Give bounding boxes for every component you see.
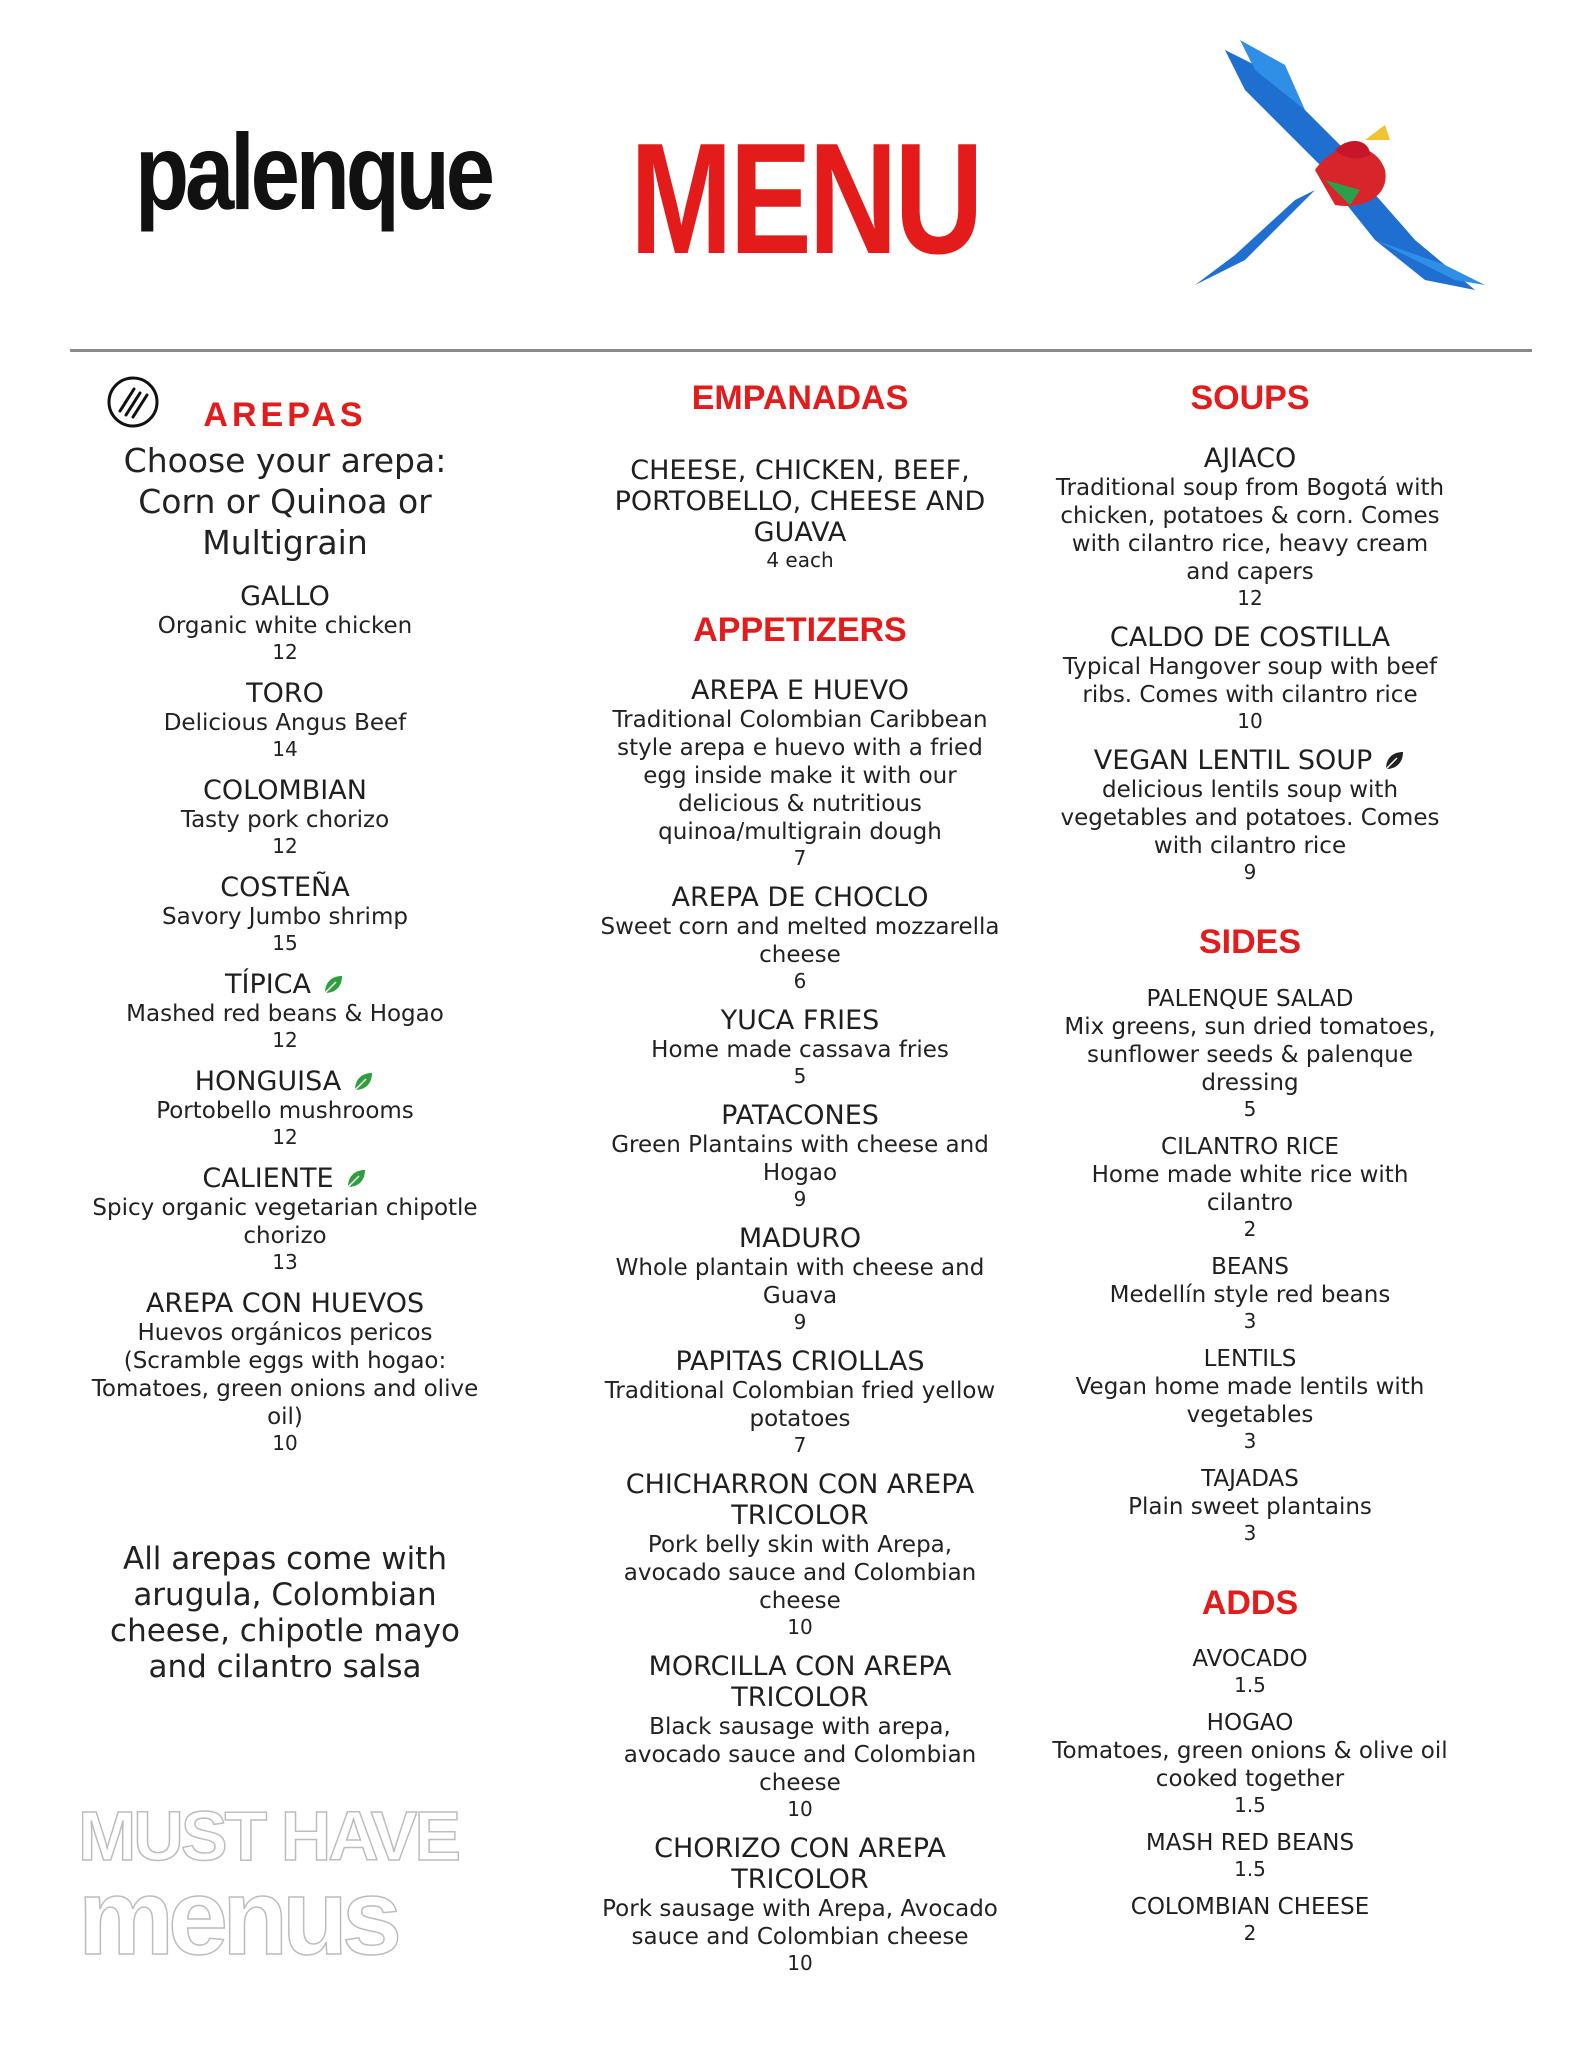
- item-price: 10: [1237, 708, 1263, 733]
- menu-item: [600, 1005, 1000, 1088]
- item-price: 10: [787, 1796, 813, 1821]
- item-name: CHORIZO CON AREPA TRICOLOR: [654, 1832, 946, 1895]
- menu-item: [1050, 1709, 1450, 1817]
- item-name: AVOCADO: [1192, 1646, 1308, 1673]
- arepa-choice-text: Choose your arepa: Corn or Quinoa or Multigrain: [123, 440, 447, 562]
- menu-item: [600, 1469, 1000, 1639]
- empanadas-appetizers-column: [600, 378, 1000, 1975]
- item-price: 5: [793, 1063, 807, 1088]
- item-name: [80, 1163, 490, 1194]
- item-description: Huevos orgánicos pericos (Scramble eggs with hogao: Tomatoes, green onions and olive oil): [91, 1319, 479, 1430]
- item-name-text: TÍPICA: [224, 968, 312, 1000]
- item-price: 14: [272, 736, 298, 761]
- item-price: 12: [272, 1027, 298, 1052]
- item-name-text: HONGUISA: [194, 1065, 342, 1097]
- menu-item: [600, 882, 1000, 993]
- arepas-column: [80, 395, 490, 1685]
- item-name: YUCA FRIES: [720, 1004, 880, 1036]
- vegetarian-leaf-icon: [351, 1070, 375, 1094]
- menu-item: [1050, 1133, 1450, 1241]
- item-description: Portobello mushrooms: [156, 1097, 414, 1124]
- item-name: AREPA DE CHOCLO: [671, 881, 929, 913]
- menu-item: [1050, 622, 1450, 733]
- item-description: Delicious Angus Beef: [163, 709, 407, 736]
- item-description: Typical Hangover soup with beef ribs. Comes with cilantro rice: [1062, 653, 1438, 708]
- item-price: 7: [793, 845, 807, 870]
- item-name: MASH RED BEANS: [1145, 1830, 1355, 1857]
- watermark-line2: menus: [78, 1856, 397, 1977]
- item-price: 13: [272, 1249, 298, 1274]
- item-price: 2: [1243, 1216, 1257, 1241]
- item-description: Green Plantains with cheese and Hogao: [611, 1131, 989, 1186]
- item-name: TAJADAS: [1201, 1465, 1299, 1492]
- menu-item: [600, 1346, 1000, 1457]
- item-name: [80, 969, 490, 1000]
- item-description: Home made cassava fries: [651, 1036, 949, 1063]
- item-name: CILANTRO RICE: [1161, 1133, 1339, 1160]
- soups-sides-adds-column: [1050, 378, 1450, 1945]
- item-name-text: CALIENTE: [202, 1162, 334, 1194]
- vegetarian-leaf-icon: [321, 973, 345, 997]
- item-price: 1.5: [1234, 1857, 1266, 1882]
- item-price: 4 each: [766, 547, 834, 572]
- item-name: PATACONES: [721, 1099, 879, 1131]
- item-price: 1.5: [1234, 1673, 1266, 1698]
- parrot-illustration: [1185, 30, 1495, 300]
- item-price: 10: [787, 1614, 813, 1639]
- menu-item: [80, 581, 490, 664]
- item-name: MORCILLA CON AREPA TRICOLOR: [648, 1650, 952, 1713]
- item-price: 10: [272, 1430, 298, 1455]
- item-name: BEANS: [1211, 1253, 1289, 1280]
- item-name: HOGAO: [1206, 1710, 1294, 1737]
- item-price: 12: [272, 639, 298, 664]
- menu-item: [600, 1100, 1000, 1211]
- item-name: MADURO: [738, 1222, 862, 1254]
- menu-item: [80, 969, 490, 1052]
- restaurant-logo: palenque: [135, 111, 491, 232]
- menu-item: [1050, 1645, 1450, 1697]
- item-name: PAPITAS CRIOLLAS: [675, 1345, 925, 1377]
- item-price: 9: [793, 1186, 807, 1211]
- item-name: TORO: [246, 677, 324, 709]
- menu-item: [600, 1833, 1000, 1975]
- item-price: 3: [1243, 1520, 1257, 1545]
- item-description: Savory Jumbo shrimp: [162, 903, 408, 930]
- page-title: MENU: [630, 111, 981, 287]
- menu-item: [80, 1163, 490, 1274]
- item-name: CHICHARRON CON AREPA TRICOLOR: [625, 1468, 975, 1531]
- menu-item: [1050, 1893, 1450, 1945]
- item-name: COSTEÑA: [220, 871, 350, 903]
- item-description: Mix greens, sun dried tomatoes, sunflower seeds & palenque dressing: [1064, 1013, 1436, 1096]
- vegetarian-leaf-icon: [344, 1167, 368, 1191]
- menu-item: [600, 455, 1000, 572]
- item-price: 6: [793, 968, 807, 993]
- vegetarian-leaf-icon: [1382, 749, 1406, 773]
- item-price: 3: [1243, 1428, 1257, 1453]
- item-description: Traditional Colombian fried yellow potatoes: [604, 1377, 996, 1432]
- menu-item: [600, 1651, 1000, 1821]
- item-name: [1050, 745, 1450, 776]
- item-description: Sweet corn and melted mozzarella cheese: [600, 913, 1000, 968]
- item-name: AREPA CON HUEVOS: [145, 1287, 425, 1319]
- item-price: 15: [272, 930, 298, 955]
- item-description: Traditional Colombian Caribbean style arepa e huevo with a fried egg inside make it with our delicious & nutritious quinoa/multigrain dough: [612, 706, 988, 845]
- item-price: 10: [787, 1950, 813, 1975]
- appetizers-heading: APPETIZERS: [693, 610, 907, 649]
- item-description: Vegan home made lentils with vegetables: [1075, 1373, 1425, 1428]
- item-description: Spicy organic vegetarian chipotle chorizo: [92, 1194, 478, 1249]
- arepas-heading: AREPAS: [203, 396, 367, 434]
- menu-item: [600, 675, 1000, 870]
- item-description: Black sausage with arepa, avocado sauce and Colombian cheese: [623, 1713, 977, 1796]
- item-name: PALENQUE SALAD: [1146, 985, 1354, 1012]
- item-price: 1.5: [1234, 1793, 1266, 1818]
- item-description: Tomatoes, green onions & olive oil cooked together: [1052, 1738, 1448, 1793]
- sides-heading: SIDES: [1198, 922, 1302, 961]
- item-name: COLOMBIAN: [203, 774, 367, 806]
- item-description: Whole plantain with cheese and Guava: [615, 1254, 985, 1309]
- menu-item: [1050, 1253, 1450, 1333]
- item-name: CHEESE, CHICKEN, BEEF, PORTOBELLO, CHEESE AND GUAVA: [614, 454, 986, 548]
- item-description: Plain sweet plantains: [1128, 1493, 1372, 1520]
- item-description: Tasty pork chorizo: [180, 806, 390, 833]
- item-name: LENTILS: [1203, 1345, 1297, 1372]
- item-description: Medellín style red beans: [1109, 1281, 1391, 1308]
- watermark-line1: MUST HAVE: [78, 1797, 459, 1875]
- menu-item: [600, 1223, 1000, 1334]
- item-name: AJIACO: [1203, 442, 1297, 474]
- item-description: Home made white rice with cilantro: [1091, 1161, 1409, 1216]
- menu-item: [1050, 745, 1450, 884]
- menu-item: [80, 1288, 490, 1455]
- menu-item: [1050, 1465, 1450, 1545]
- item-price: 9: [1243, 859, 1257, 884]
- item-name: AREPA E HUEVO: [691, 674, 909, 706]
- item-price: 3: [1243, 1308, 1257, 1333]
- arepas-note: All arepas come with arugula, Colombian cheese, chipotle mayo and cilantro salsa: [110, 1540, 460, 1685]
- item-description: Mashed red beans & Hogao: [126, 1000, 444, 1027]
- item-name: GALLO: [240, 580, 330, 612]
- menu-item: [1050, 1829, 1450, 1881]
- item-name: COLOMBIAN CHEESE: [1130, 1894, 1370, 1921]
- item-price: 12: [1237, 585, 1263, 610]
- item-description: Pork belly skin with Arepa, avocado sauce and Colombian cheese: [623, 1531, 977, 1614]
- adds-heading: ADDS: [1201, 1583, 1299, 1622]
- empanadas-heading: EMPANADAS: [691, 379, 909, 417]
- item-name: CALDO DE COSTILLA: [1109, 621, 1391, 653]
- item-price: 5: [1243, 1096, 1257, 1121]
- watermark: [78, 1797, 478, 1977]
- item-price: 2: [1243, 1921, 1257, 1946]
- item-name-text: VEGAN LENTIL SOUP: [1093, 744, 1373, 776]
- item-price: 7: [793, 1432, 807, 1457]
- menu-item: [1050, 443, 1450, 610]
- menu-item: [1050, 1345, 1450, 1453]
- item-description: delicious lentils soup with vegetables and potatoes. Comes with cilantro rice: [1060, 776, 1440, 859]
- menu-item: [80, 678, 490, 761]
- item-description: Pork sausage with Arepa, Avocado sauce and Colombian cheese: [602, 1895, 998, 1950]
- item-name: [80, 1066, 490, 1097]
- item-description: Traditional soup from Bogotá with chicken, potatoes & corn. Comes with cilantro rice, heavy cream and capers: [1055, 474, 1445, 585]
- item-description: Organic white chicken: [157, 612, 413, 639]
- menu-item: [80, 872, 490, 955]
- item-price: 12: [272, 1124, 298, 1149]
- soups-heading: SOUPS: [1190, 379, 1310, 417]
- menu-item: [80, 775, 490, 858]
- menu-item: [1050, 985, 1450, 1121]
- menu-item: [80, 1066, 490, 1149]
- item-price: 9: [793, 1309, 807, 1334]
- item-price: 12: [272, 833, 298, 858]
- header-divider: [70, 349, 1532, 352]
